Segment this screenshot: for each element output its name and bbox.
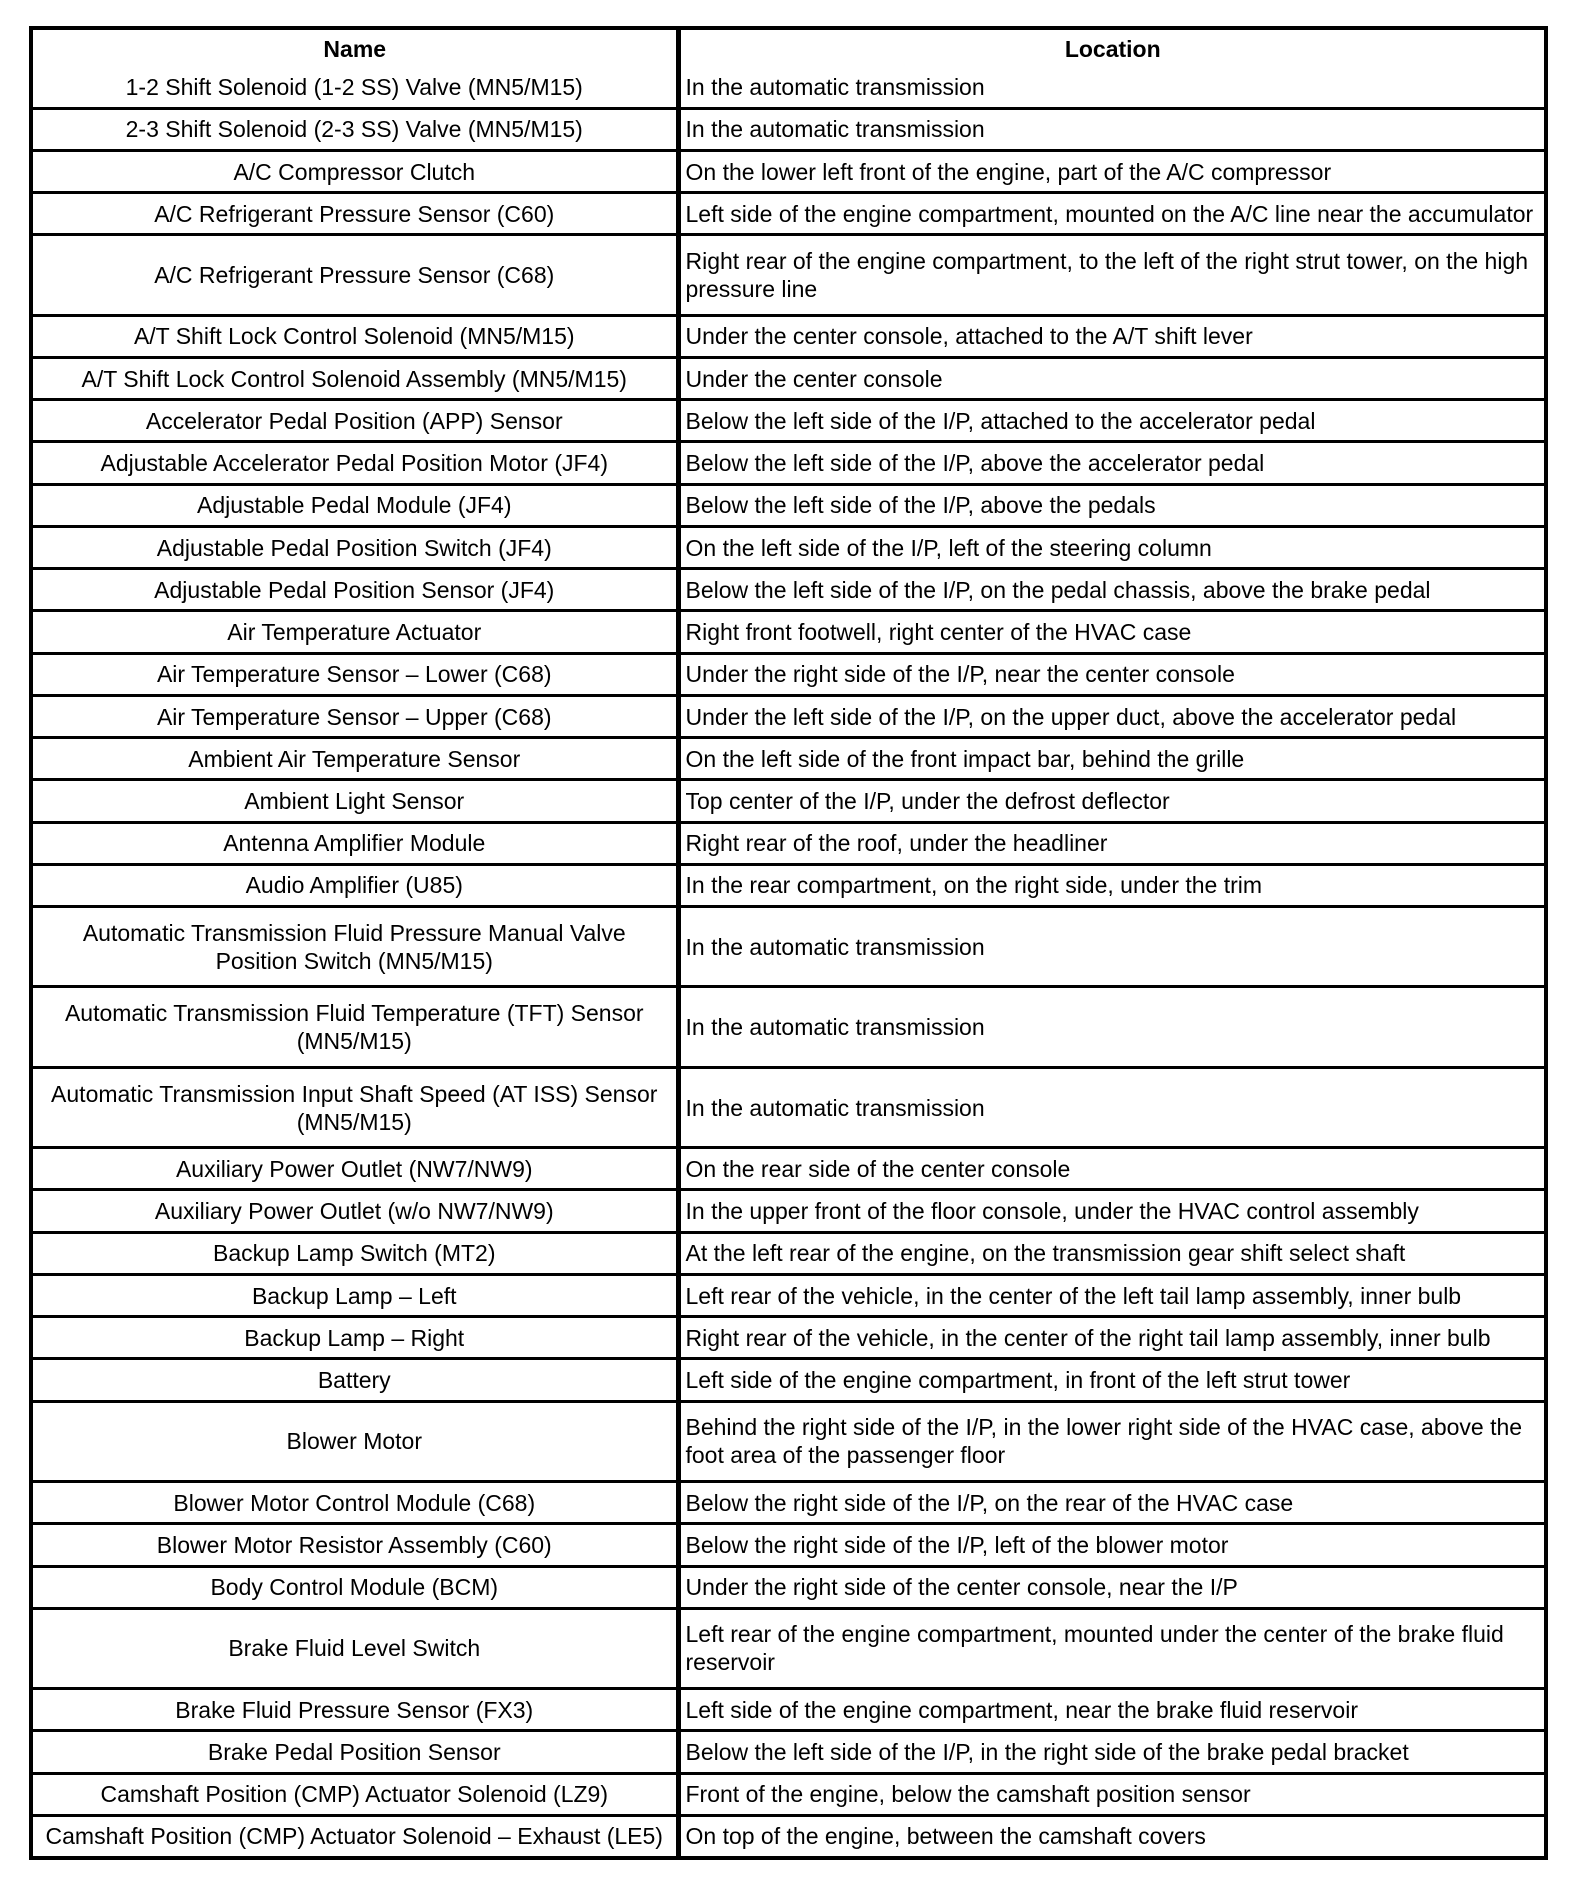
component-location-cell: At the left rear of the engine, on the transmission gear shift select shaft [678, 1232, 1544, 1274]
component-location-cell: Left side of the engine compartment, in front of the left strut tower [678, 1359, 1544, 1401]
column-header-location: Location [678, 30, 1544, 68]
table-row [33, 1689, 1544, 1731]
component-name-cell: 2-3 Shift Solenoid (2-3 SS) Valve (MN5/M15) [33, 108, 678, 150]
table-row [33, 1482, 1544, 1524]
component-name-cell: Air Temperature Sensor – Lower (C68) [33, 653, 678, 695]
component-name-cell: Antenna Amplifier Module [33, 822, 678, 864]
component-name-cell: Camshaft Position (CMP) Actuator Solenoid – Exhaust (LE5) [33, 1815, 678, 1856]
table-row [33, 822, 1544, 864]
table-row [33, 68, 1544, 108]
component-name-cell: Air Temperature Sensor – Upper (C68) [33, 695, 678, 737]
table-row [33, 1773, 1544, 1815]
component-name-cell: Auxiliary Power Outlet (w/o NW7/NW9) [33, 1190, 678, 1232]
component-location-cell: In the automatic transmission [678, 1067, 1544, 1147]
table-row [33, 738, 1544, 780]
component-location-cell: Right rear of the vehicle, in the center of the right tail lamp assembly, inner bulb [678, 1317, 1544, 1359]
component-location-cell: Left rear of the vehicle, in the center of the left tail lamp assembly, inner bulb [678, 1274, 1544, 1316]
component-name-cell: Auxiliary Power Outlet (NW7/NW9) [33, 1148, 678, 1190]
component-name-cell: Ambient Air Temperature Sensor [33, 738, 678, 780]
component-name-cell: A/C Compressor Clutch [33, 150, 678, 192]
table-row [33, 358, 1544, 400]
component-location-cell: Behind the right side of the I/P, in the lower right side of the HVAC case, above the foot area of the passenger floor [678, 1401, 1544, 1481]
table-row [33, 108, 1544, 150]
table-row [33, 611, 1544, 653]
table-row [33, 400, 1544, 442]
component-name-cell: Brake Pedal Position Sensor [33, 1731, 678, 1773]
component-name-cell: A/C Refrigerant Pressure Sensor (C60) [33, 193, 678, 235]
component-location-cell: Below the left side of the I/P, in the right side of the brake pedal bracket [678, 1731, 1544, 1773]
component-name-cell: Air Temperature Actuator [33, 611, 678, 653]
table-row [33, 1566, 1544, 1608]
component-location-cell: Below the left side of the I/P, above the accelerator pedal [678, 442, 1544, 484]
component-name-cell: Backup Lamp – Left [33, 1274, 678, 1316]
table-row [33, 235, 1544, 315]
table-row [33, 1148, 1544, 1190]
component-name-cell: Adjustable Pedal Position Sensor (JF4) [33, 569, 678, 611]
component-location-cell: Under the right side of the I/P, near the center console [678, 653, 1544, 695]
component-location-table [33, 30, 1544, 1856]
table-row [33, 526, 1544, 568]
component-location-cell: Under the center console [678, 358, 1544, 400]
component-location-cell: Below the right side of the I/P, left of the blower motor [678, 1524, 1544, 1566]
component-location-cell: In the automatic transmission [678, 108, 1544, 150]
component-name-cell: Audio Amplifier (U85) [33, 864, 678, 906]
column-header-name: Name [33, 30, 678, 68]
table-row [33, 150, 1544, 192]
component-name-cell: Blower Motor Control Module (C68) [33, 1482, 678, 1524]
table-row [33, 193, 1544, 235]
table-body [33, 68, 1544, 1856]
header-row [33, 30, 1544, 68]
component-location-cell: On the left side of the front impact bar, behind the grille [678, 738, 1544, 780]
component-name-cell: A/T Shift Lock Control Solenoid (MN5/M15) [33, 315, 678, 357]
component-name-cell: Blower Motor Resistor Assembly (C60) [33, 1524, 678, 1566]
component-location-cell: Right rear of the roof, under the headliner [678, 822, 1544, 864]
component-location-cell: Under the right side of the center console, near the I/P [678, 1566, 1544, 1608]
table-row [33, 695, 1544, 737]
table-row [33, 484, 1544, 526]
component-location-cell: Left side of the engine compartment, near the brake fluid reservoir [678, 1689, 1544, 1731]
component-name-cell: A/T Shift Lock Control Solenoid Assembly (MN5/M15) [33, 358, 678, 400]
component-location-cell: Below the left side of the I/P, attached to the accelerator pedal [678, 400, 1544, 442]
component-location-cell: In the rear compartment, on the right side, under the trim [678, 864, 1544, 906]
table-row [33, 987, 1544, 1067]
table-row [33, 442, 1544, 484]
component-location-cell: On the lower left front of the engine, part of the A/C compressor [678, 150, 1544, 192]
component-location-cell: In the upper front of the floor console, under the HVAC control assembly [678, 1190, 1544, 1232]
table-row [33, 1067, 1544, 1147]
table-row [33, 780, 1544, 822]
table-row [33, 1731, 1544, 1773]
component-location-cell: On top of the engine, between the camshaft covers [678, 1815, 1544, 1856]
table-row [33, 1401, 1544, 1481]
component-name-cell: Accelerator Pedal Position (APP) Sensor [33, 400, 678, 442]
component-name-cell: Body Control Module (BCM) [33, 1566, 678, 1608]
component-location-cell: On the rear side of the center console [678, 1148, 1544, 1190]
table-row [33, 1232, 1544, 1274]
component-location-cell: Below the left side of the I/P, on the pedal chassis, above the brake pedal [678, 569, 1544, 611]
table-row [33, 1317, 1544, 1359]
component-name-cell: Automatic Transmission Fluid Temperature (TFT) Sensor (MN5/M15) [33, 987, 678, 1067]
table-row [33, 864, 1544, 906]
component-name-cell: Backup Lamp Switch (MT2) [33, 1232, 678, 1274]
component-location-cell: Below the right side of the I/P, on the rear of the HVAC case [678, 1482, 1544, 1524]
component-name-cell: Adjustable Pedal Position Switch (JF4) [33, 526, 678, 568]
component-location-cell: In the automatic transmission [678, 987, 1544, 1067]
component-name-cell: Battery [33, 1359, 678, 1401]
table-row [33, 907, 1544, 987]
component-name-cell: 1-2 Shift Solenoid (1-2 SS) Valve (MN5/M15) [33, 68, 678, 108]
table-row [33, 1274, 1544, 1316]
table-row [33, 1359, 1544, 1401]
component-location-cell: Under the left side of the I/P, on the upper duct, above the accelerator pedal [678, 695, 1544, 737]
component-location-cell: In the automatic transmission [678, 907, 1544, 987]
component-location-cell: Top center of the I/P, under the defrost deflector [678, 780, 1544, 822]
component-name-cell: Automatic Transmission Fluid Pressure Manual Valve Position Switch (MN5/M15) [33, 907, 678, 987]
component-location-cell: Left side of the engine compartment, mounted on the A/C line near the accumulator [678, 193, 1544, 235]
component-location-cell: Below the left side of the I/P, above the pedals [678, 484, 1544, 526]
table-row [33, 653, 1544, 695]
component-name-cell: Adjustable Accelerator Pedal Position Motor (JF4) [33, 442, 678, 484]
component-name-cell: Ambient Light Sensor [33, 780, 678, 822]
component-location-cell: On the left side of the I/P, left of the steering column [678, 526, 1544, 568]
table-row [33, 1524, 1544, 1566]
component-name-cell: Blower Motor [33, 1401, 678, 1481]
component-location-cell: Left rear of the engine compartment, mounted under the center of the brake fluid reservoir [678, 1608, 1544, 1688]
component-name-cell: A/C Refrigerant Pressure Sensor (C68) [33, 235, 678, 315]
component-name-cell: Camshaft Position (CMP) Actuator Solenoid (LZ9) [33, 1773, 678, 1815]
table-row [33, 315, 1544, 357]
component-name-cell: Adjustable Pedal Module (JF4) [33, 484, 678, 526]
component-location-cell: Front of the engine, below the camshaft position sensor [678, 1773, 1544, 1815]
table-row [33, 1815, 1544, 1856]
component-location-cell: Under the center console, attached to the A/T shift lever [678, 315, 1544, 357]
component-location-cell: In the automatic transmission [678, 68, 1544, 108]
component-name-cell: Backup Lamp – Right [33, 1317, 678, 1359]
component-location-sheet [29, 26, 1548, 1860]
table-row [33, 569, 1544, 611]
table-row [33, 1608, 1544, 1688]
component-name-cell: Brake Fluid Pressure Sensor (FX3) [33, 1689, 678, 1731]
component-location-cell: Right front footwell, right center of the HVAC case [678, 611, 1544, 653]
component-location-cell: Right rear of the engine compartment, to the left of the right strut tower, on the high pressure line [678, 235, 1544, 315]
component-name-cell: Automatic Transmission Input Shaft Speed (AT ISS) Sensor (MN5/M15) [33, 1067, 678, 1147]
component-name-cell: Brake Fluid Level Switch [33, 1608, 678, 1688]
table-row [33, 1190, 1544, 1232]
